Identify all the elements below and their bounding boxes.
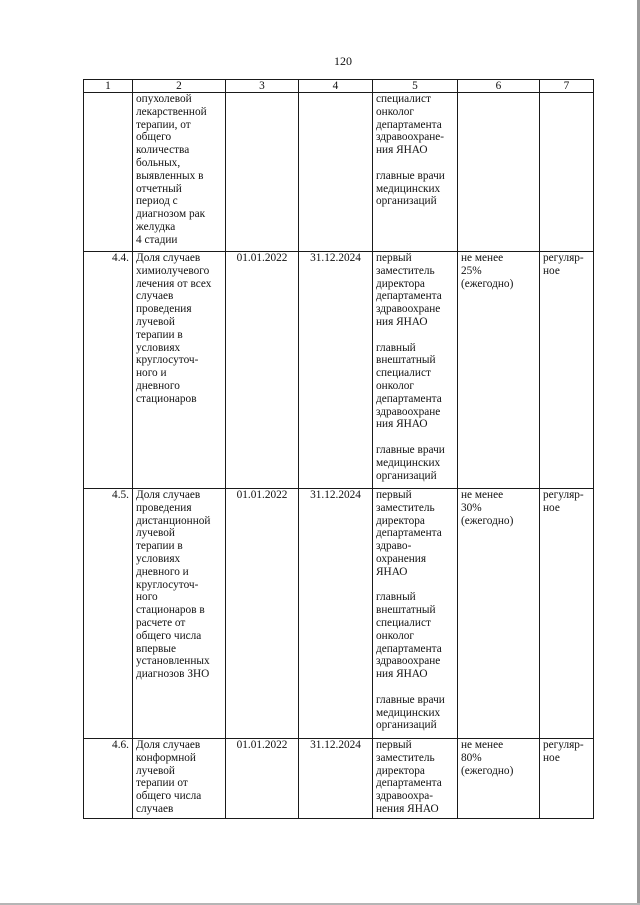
- table-row: [84, 489, 594, 739]
- item-number: [84, 93, 133, 252]
- item-number: 4.4.: [84, 252, 133, 489]
- table-row: [84, 252, 594, 489]
- table-row: [84, 739, 594, 819]
- indicator-text: Доля случаев проведения дистанционной лучевой терапии в условиях дневного и круглосуточ- ного стационаров в расчете от общего числа впервые установленных диагнозов ЗНО: [133, 489, 226, 739]
- start-date: [226, 93, 299, 252]
- start-date: 01.01.2022: [226, 739, 299, 819]
- frequency: регуляр- ное: [540, 739, 594, 819]
- responsible-text: первый заместитель директора департамента здравоохра- нения ЯНАО: [373, 739, 458, 819]
- start-date: 01.01.2022: [226, 489, 299, 739]
- indicator-text: Доля случаев конформной лучевой терапии от общего числа случаев: [133, 739, 226, 819]
- end-date: 31.12.2024: [299, 739, 373, 819]
- measures-table: [83, 79, 594, 819]
- start-date: 01.01.2022: [226, 252, 299, 489]
- item-number: 4.6.: [84, 739, 133, 819]
- table-row: [84, 93, 594, 252]
- header-cell: 5: [373, 80, 458, 93]
- responsible-text: первый заместитель директора департамента здравоохране ния ЯНАО главный внештатный специалист онколог департамента здравоохране ния ЯНАО главные врачи медицинских организаций: [373, 252, 458, 489]
- frequency: регуляр- ное: [540, 489, 594, 739]
- header-cell: 4: [299, 80, 373, 93]
- frequency: регуляр- ное: [540, 252, 594, 489]
- end-date: 31.12.2024: [299, 252, 373, 489]
- header-cell: 6: [458, 80, 540, 93]
- target-value: не менее 25% (ежегодно): [458, 252, 540, 489]
- header-cell: 2: [133, 80, 226, 93]
- header-cell: 7: [540, 80, 594, 93]
- item-number: 4.5.: [84, 489, 133, 739]
- table-header-row: [84, 80, 594, 93]
- responsible-text: специалист онколог департамента здравоохране- ния ЯНАО главные врачи медицинских организаций: [373, 93, 458, 252]
- header-cell: 3: [226, 80, 299, 93]
- responsible-text: первый заместитель директора департамента здраво- охранения ЯНАО главный внештатный специалист онколог департамента здравоохране ния ЯНАО главные врачи медицинских организаций: [373, 489, 458, 739]
- end-date: [299, 93, 373, 252]
- indicator-text: Доля случаев химиолучевого лечения от всех случаев проведения лучевой терапии в условиях круглосуточ- ного и дневного стационаров: [133, 252, 226, 489]
- page-number: 120: [334, 54, 352, 68]
- end-date: 31.12.2024: [299, 489, 373, 739]
- indicator-text: опухолевой лекарственной терапии, от общего количества больных, выявленных в отчетный период с диагнозом рак желудка 4 стадии: [133, 93, 226, 252]
- header-cell: 1: [84, 80, 133, 93]
- target-value: не менее 30% (ежегодно): [458, 489, 540, 739]
- target-value: [458, 93, 540, 252]
- target-value: не менее 80% (ежегодно): [458, 739, 540, 819]
- frequency: [540, 93, 594, 252]
